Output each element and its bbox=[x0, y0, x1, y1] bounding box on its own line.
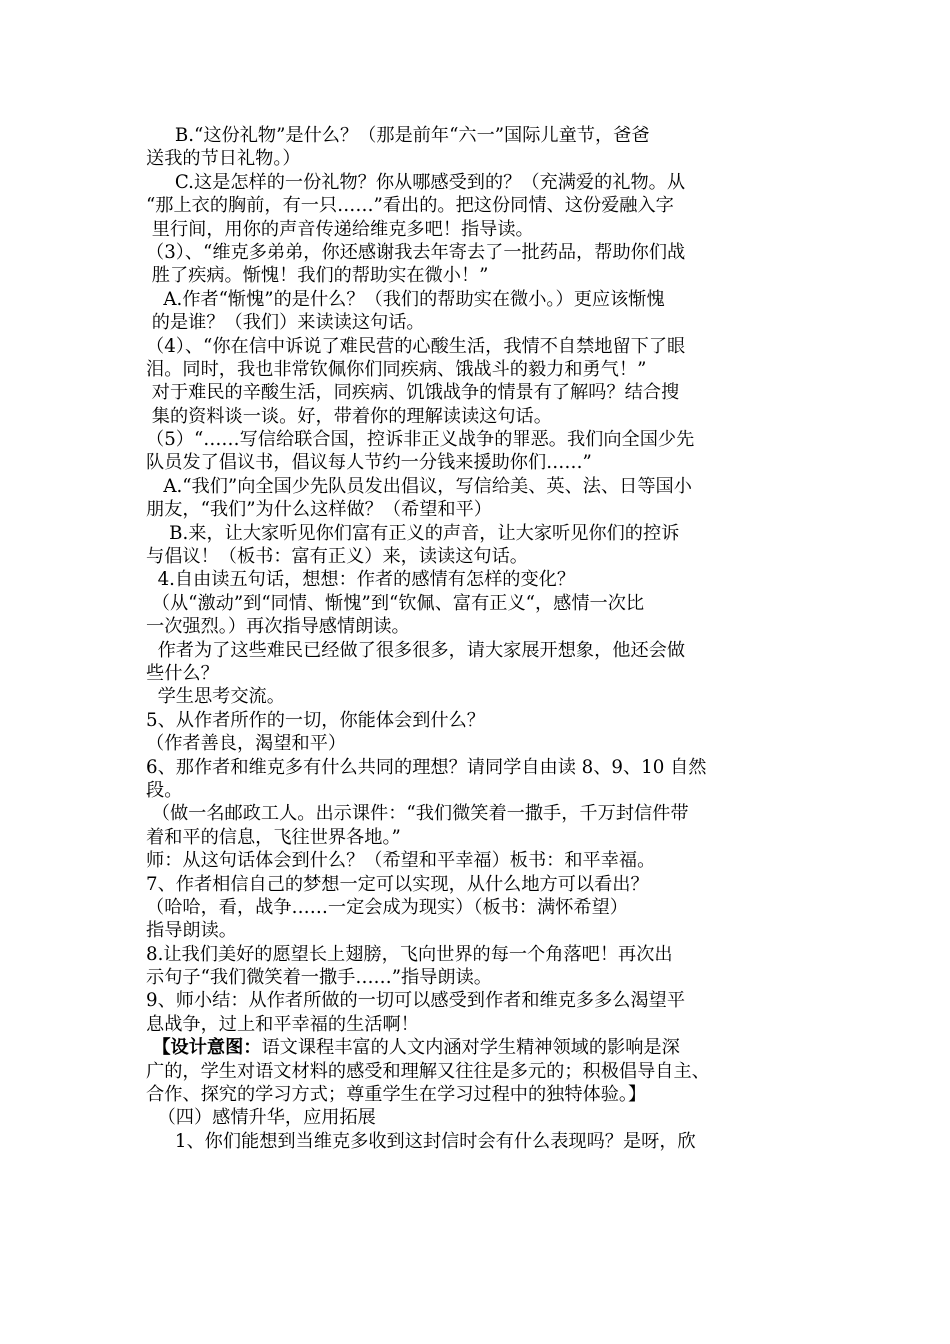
text-line: 8.让我们美好的愿望长上翅膀，飞向世界的每一个角落吧！再次出 bbox=[146, 943, 673, 965]
text-line: （从“激动”到“同情、惭愧”到“钦佩、富有正义“，感情一次比 bbox=[146, 592, 645, 614]
design-intent-text: 语文课程丰富的人文内涵对学生精神领域的影响是深 bbox=[261, 1037, 680, 1059]
text-line: B.“这份礼物”是什么？（那是前年“六一”国际儿童节，爸爸 bbox=[146, 125, 650, 146]
text-line: 指导朗读。 bbox=[146, 920, 237, 942]
document-body bbox=[146, 124, 810, 1153]
text-line: 胜了疾病。惭愧！我们的帮助实在微小！” bbox=[146, 265, 489, 287]
text-line: 息战争，过上和平幸福的生活啊！ bbox=[146, 1013, 419, 1035]
text-line: 朋友，“我们”为什么这样做？（希望和平） bbox=[146, 499, 492, 521]
design-intent-line: 合作、探究的学习方式；尊重学生在学习过程中的独特体验。】 bbox=[146, 1084, 647, 1106]
text-line: 集的资料谈一谈。好，带着你的理解读读这句话。 bbox=[146, 405, 552, 427]
text-line: A.“我们”向全国少先队员发出倡议，写信给美、英、法、日等国小 bbox=[146, 475, 692, 497]
text-line: 5、从作者所作的一切，你能体会到什么？ bbox=[146, 709, 485, 731]
text-line: （哈哈，看，战争……一定会成为现实）（板书：满怀希望） bbox=[146, 896, 628, 918]
text-line: 与倡议！（板书：富有正义）来，读读这句话。 bbox=[146, 546, 528, 568]
design-intent-line: 广的，学生对语文材料的感受和理解又往往是多元的；积极倡导自主、 bbox=[146, 1060, 710, 1082]
design-intent-line bbox=[146, 1036, 810, 1059]
text-line: （作者善良，渴望和平） bbox=[146, 733, 347, 755]
text-line: 4.自由读五句话，想想：作者的感情有怎样的变化？ bbox=[146, 569, 576, 591]
text-line: 1、你们能想到当维克多收到这封信时会有什么表现吗？是呀，欣 bbox=[146, 1130, 696, 1152]
text-line: 队员发了倡议书，倡议每人节约一分钱来援助你们……” bbox=[146, 452, 592, 474]
text-line: 泪。同时，我也非常钦佩你们同疾病、饿战斗的毅力和勇气！” bbox=[146, 358, 647, 380]
text-line: 师：从这句话体会到什么？（希望和平幸福）板书：和平幸福。 bbox=[146, 850, 656, 872]
text-line: （做一名邮政工人。出示课件：“我们微笑着一撒手，千万封信件带 bbox=[146, 803, 689, 825]
text-line: 里行间，用你的声音传递给维克多吧！指导读。 bbox=[146, 218, 534, 240]
text-line: 对于难民的辛酸生活，同疾病、饥饿战争的情景有了解吗？结合搜 bbox=[146, 382, 680, 404]
text-line: （4）、“你在信中诉说了难民营的心酸生活，我情不自禁地留下了眼 bbox=[146, 335, 686, 357]
design-intent-label: 【设计意图： bbox=[146, 1037, 262, 1059]
text-line: B.来，让大家听见你们富有正义的声音，让大家听见你们的控诉 bbox=[146, 522, 680, 544]
text-line: A.作者“惭愧”的是什么？（我们的帮助实在微小。）更应该惭愧 bbox=[146, 288, 665, 310]
text-line: 着和平的信息，飞往世界各地。” bbox=[146, 826, 401, 848]
text-line: 学生思考交流。 bbox=[146, 686, 285, 708]
text-line: 作者为了这些难民已经做了很多很多，请大家展开想象，他还会做 bbox=[146, 639, 686, 661]
text-line: 些什么？ bbox=[146, 662, 219, 684]
text-line: C.这是怎样的一份礼物？你从哪感受到的？（充满爱的礼物。从 bbox=[146, 171, 686, 193]
text-line: 7、作者相信自己的梦想一定可以实现，从什么地方可以看出？ bbox=[146, 873, 649, 895]
text-line: 6、那作者和维克多有什么共同的理想？请同学自由读 8、9、10 自然 bbox=[146, 756, 707, 778]
text-line: 9、师小结：从作者所做的一切可以感受到作者和维克多多么渴望平 bbox=[146, 990, 686, 1012]
text-line: 的是谁？（我们）来读读这句话。 bbox=[146, 312, 425, 334]
text-line: 一次强烈。）再次指导感情朗读。 bbox=[146, 616, 410, 638]
text-line: （3）、“维克多弟弟，你还感谢我去年寄去了一批药品，帮助你们战 bbox=[146, 241, 686, 263]
text-line: （5）“……写信给联合国，控诉非正义战争的罪恶。我们向全国少先 bbox=[146, 429, 695, 451]
section-heading: （四）感情升华，应用拓展 bbox=[146, 1107, 376, 1129]
text-line: 示句子“我们微笑着一撒手……”指导朗读。 bbox=[146, 967, 492, 989]
text-line: 送我的节日礼物。） bbox=[146, 148, 301, 170]
text-line: “那上衣的胸前，有一只……”看出的。把这份同情、这份爱融入字 bbox=[146, 195, 674, 217]
text-line: 段。 bbox=[146, 779, 183, 801]
